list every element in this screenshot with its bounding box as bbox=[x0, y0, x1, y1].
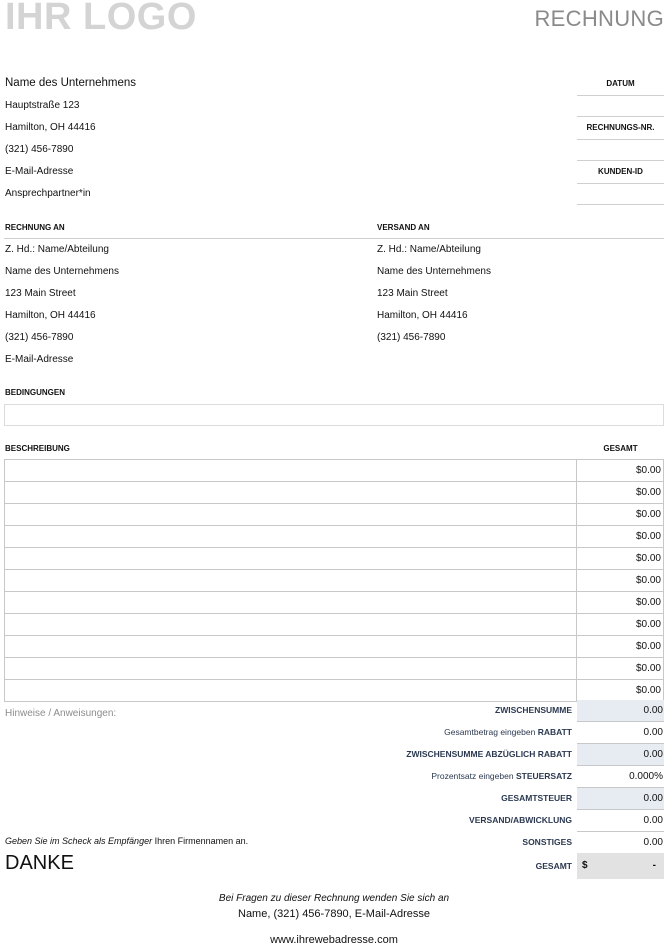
ship-to-street[interactable]: 123 Main Street bbox=[377, 288, 448, 299]
other-value[interactable]: 0.00 bbox=[577, 832, 664, 854]
notes-label[interactable]: Hinweise / Anweisungen: bbox=[5, 708, 117, 719]
subtotal-value: 0.00 bbox=[577, 700, 664, 722]
bill-to-city[interactable]: Hamilton, OH 44416 bbox=[5, 310, 96, 321]
document-title: RECHNUNG bbox=[534, 6, 664, 31]
item-description-cell[interactable] bbox=[5, 504, 577, 526]
item-amount-cell: $0.00 bbox=[577, 570, 664, 592]
sender-email[interactable]: E-Mail-Adresse bbox=[5, 166, 74, 177]
description-header: BESCHREIBUNG bbox=[5, 444, 70, 453]
grand-total-currency: $ bbox=[582, 860, 588, 871]
footer-website[interactable]: www.ihrewebadresse.com bbox=[270, 934, 398, 946]
shipping-value[interactable]: 0.00 bbox=[577, 810, 664, 832]
sender-phone[interactable]: (321) 456-7890 bbox=[5, 144, 74, 155]
footer-question: Bei Fragen zu dieser Rechnung wenden Sie sich an bbox=[218, 893, 450, 904]
bill-to-email[interactable]: E-Mail-Adresse bbox=[5, 354, 74, 365]
total-tax-value: 0.00 bbox=[577, 788, 664, 810]
item-description-cell[interactable] bbox=[5, 592, 577, 614]
sender-street[interactable]: Hauptstraße 123 bbox=[5, 100, 80, 111]
table-row bbox=[5, 504, 664, 526]
total-tax-label: GESAMTSTEUER bbox=[501, 793, 572, 803]
check-note-italic: Geben Sie im Scheck als Empfänger bbox=[5, 836, 153, 846]
table-row bbox=[5, 482, 664, 504]
item-amount-cell: $0.00 bbox=[577, 636, 664, 658]
grand-total-label: GESAMT bbox=[535, 861, 572, 871]
table-row bbox=[5, 636, 664, 658]
thank-you-text: DANKE bbox=[5, 852, 74, 874]
sender-city[interactable]: Hamilton, OH 44416 bbox=[5, 122, 96, 133]
item-description-cell[interactable] bbox=[5, 570, 577, 592]
address-divider bbox=[4, 238, 664, 239]
table-row bbox=[5, 460, 664, 482]
invoice-number-label: RECHNUNGS-NR. bbox=[586, 123, 655, 132]
table-row bbox=[5, 548, 664, 570]
item-amount-cell: $0.00 bbox=[577, 592, 664, 614]
check-note-normal: Ihren Firmennamen an. bbox=[154, 836, 249, 846]
item-description-cell[interactable] bbox=[5, 548, 577, 570]
check-payee-note bbox=[5, 836, 248, 846]
line-items-table bbox=[4, 459, 664, 702]
date-field[interactable] bbox=[577, 95, 664, 117]
item-description-cell[interactable] bbox=[5, 614, 577, 636]
item-amount-cell: $0.00 bbox=[577, 658, 664, 680]
date-label: DATUM bbox=[606, 79, 635, 88]
bill-to-company[interactable]: Name des Unternehmens bbox=[5, 266, 119, 277]
table-row bbox=[5, 526, 664, 548]
item-amount-cell: $0.00 bbox=[577, 548, 664, 570]
company-logo: IHR LOGO bbox=[5, 0, 197, 38]
tax-rate-label bbox=[272, 771, 572, 781]
item-description-cell[interactable] bbox=[5, 636, 577, 658]
tax-rate-prefix: Prozentsatz eingeben bbox=[431, 771, 514, 781]
bill-to-street[interactable]: 123 Main Street bbox=[5, 288, 76, 299]
footer-contact[interactable]: Name, (321) 456-7890, E-Mail-Adresse bbox=[238, 908, 430, 920]
bill-to-attn[interactable]: Z. Hd.: Name/Abteilung bbox=[5, 244, 109, 255]
discount-value[interactable]: 0.00 bbox=[577, 722, 664, 744]
sender-company-name[interactable]: Name des Unternehmens bbox=[5, 77, 137, 89]
ship-to-company[interactable]: Name des Unternehmens bbox=[377, 266, 491, 277]
item-description-cell[interactable] bbox=[5, 526, 577, 548]
item-amount-cell: $0.00 bbox=[577, 680, 664, 702]
discount-label bbox=[272, 727, 572, 737]
item-description-cell[interactable] bbox=[5, 658, 577, 680]
table-row bbox=[5, 592, 664, 614]
discount-prefix: Gesamtbetrag eingeben bbox=[444, 727, 536, 737]
item-amount-cell: $0.00 bbox=[577, 526, 664, 548]
ship-to-heading: VERSAND AN bbox=[377, 223, 430, 232]
ship-to-phone[interactable]: (321) 456-7890 bbox=[377, 332, 446, 343]
item-amount-cell: $0.00 bbox=[577, 482, 664, 504]
table-row bbox=[5, 658, 664, 680]
customer-id-label: KUNDEN-ID bbox=[598, 167, 643, 176]
terms-field[interactable] bbox=[4, 404, 664, 426]
total-header: GESAMT bbox=[603, 444, 638, 453]
subtotal-less-discount-value: 0.00 bbox=[577, 744, 664, 766]
sender-contact[interactable]: Ansprechpartner*in bbox=[5, 188, 91, 199]
tax-rate-value[interactable]: 0.000% bbox=[577, 766, 664, 788]
grand-total-value: - bbox=[652, 860, 656, 871]
customer-id-field[interactable] bbox=[577, 183, 664, 205]
table-row bbox=[5, 680, 664, 702]
subtotal-label: ZWISCHENSUMME bbox=[495, 705, 572, 715]
ship-to-city[interactable]: Hamilton, OH 44416 bbox=[377, 310, 468, 321]
tax-rate-label-text: STEUERSATZ bbox=[515, 771, 572, 781]
shipping-label: VERSAND/ABWICKLUNG bbox=[469, 815, 572, 825]
subtotal-less-discount-label: ZWISCHENSUMME ABZÜGLICH RABATT bbox=[406, 749, 572, 759]
item-description-cell[interactable] bbox=[5, 680, 577, 702]
grand-total-box bbox=[577, 853, 664, 879]
item-amount-cell: $0.00 bbox=[577, 504, 664, 526]
bill-to-heading: RECHNUNG AN bbox=[5, 223, 65, 232]
terms-heading: BEDINGUNGEN bbox=[5, 388, 66, 397]
item-description-cell[interactable] bbox=[5, 460, 577, 482]
discount-label-text: RABATT bbox=[537, 727, 572, 737]
ship-to-attn[interactable]: Z. Hd.: Name/Abteilung bbox=[377, 244, 481, 255]
item-amount-cell: $0.00 bbox=[577, 460, 664, 482]
item-amount-cell: $0.00 bbox=[577, 614, 664, 636]
other-label: SONSTIGES bbox=[522, 837, 572, 847]
table-row bbox=[5, 614, 664, 636]
item-description-cell[interactable] bbox=[5, 482, 577, 504]
bill-to-phone[interactable]: (321) 456-7890 bbox=[5, 332, 74, 343]
table-row bbox=[5, 570, 664, 592]
invoice-number-field[interactable] bbox=[577, 139, 664, 161]
